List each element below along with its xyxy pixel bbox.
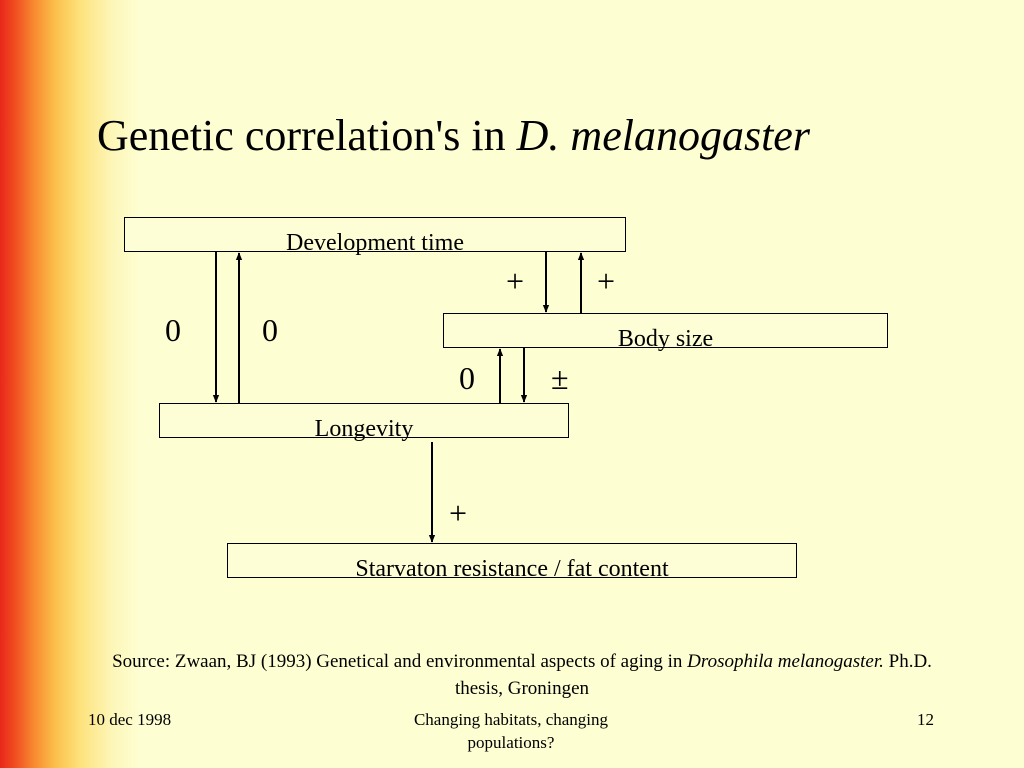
source-citation [110, 648, 934, 702]
box-longevity-label: Longevity [314, 416, 414, 442]
footer-title: Changing habitats, changing populations? [413, 710, 609, 752]
footer-page-number: 12 [917, 710, 934, 729]
label-dev-longevity-right: 0 [262, 312, 278, 348]
box-development-time-label: Development time [286, 230, 464, 256]
label-body-longevity-right: ± [551, 360, 569, 396]
source-suffix: Ph.D. thesis, Groningen [454, 651, 932, 699]
label-dev-body-right: + [597, 263, 616, 299]
title-text: Genetic correlation's in [97, 111, 517, 160]
box-starvation-resistance-label: Starvaton resistance / fat content [355, 556, 669, 582]
label-body-longevity-left: 0 [459, 360, 475, 396]
box-body-size-label: Body size [617, 326, 714, 352]
title-species: D. melanogaster [516, 111, 810, 160]
footer-date: 10 dec 1998 [88, 710, 172, 729]
source-prefix: Source: Zwaan, BJ (1993) Genetical and environmental aspects of aging in [112, 651, 688, 672]
label-dev-body-left: + [506, 263, 525, 299]
label-longevity-starvation: + [449, 495, 468, 531]
source-italic: Drosophila melanogaster. [687, 651, 884, 672]
label-dev-longevity-left: 0 [165, 312, 181, 348]
